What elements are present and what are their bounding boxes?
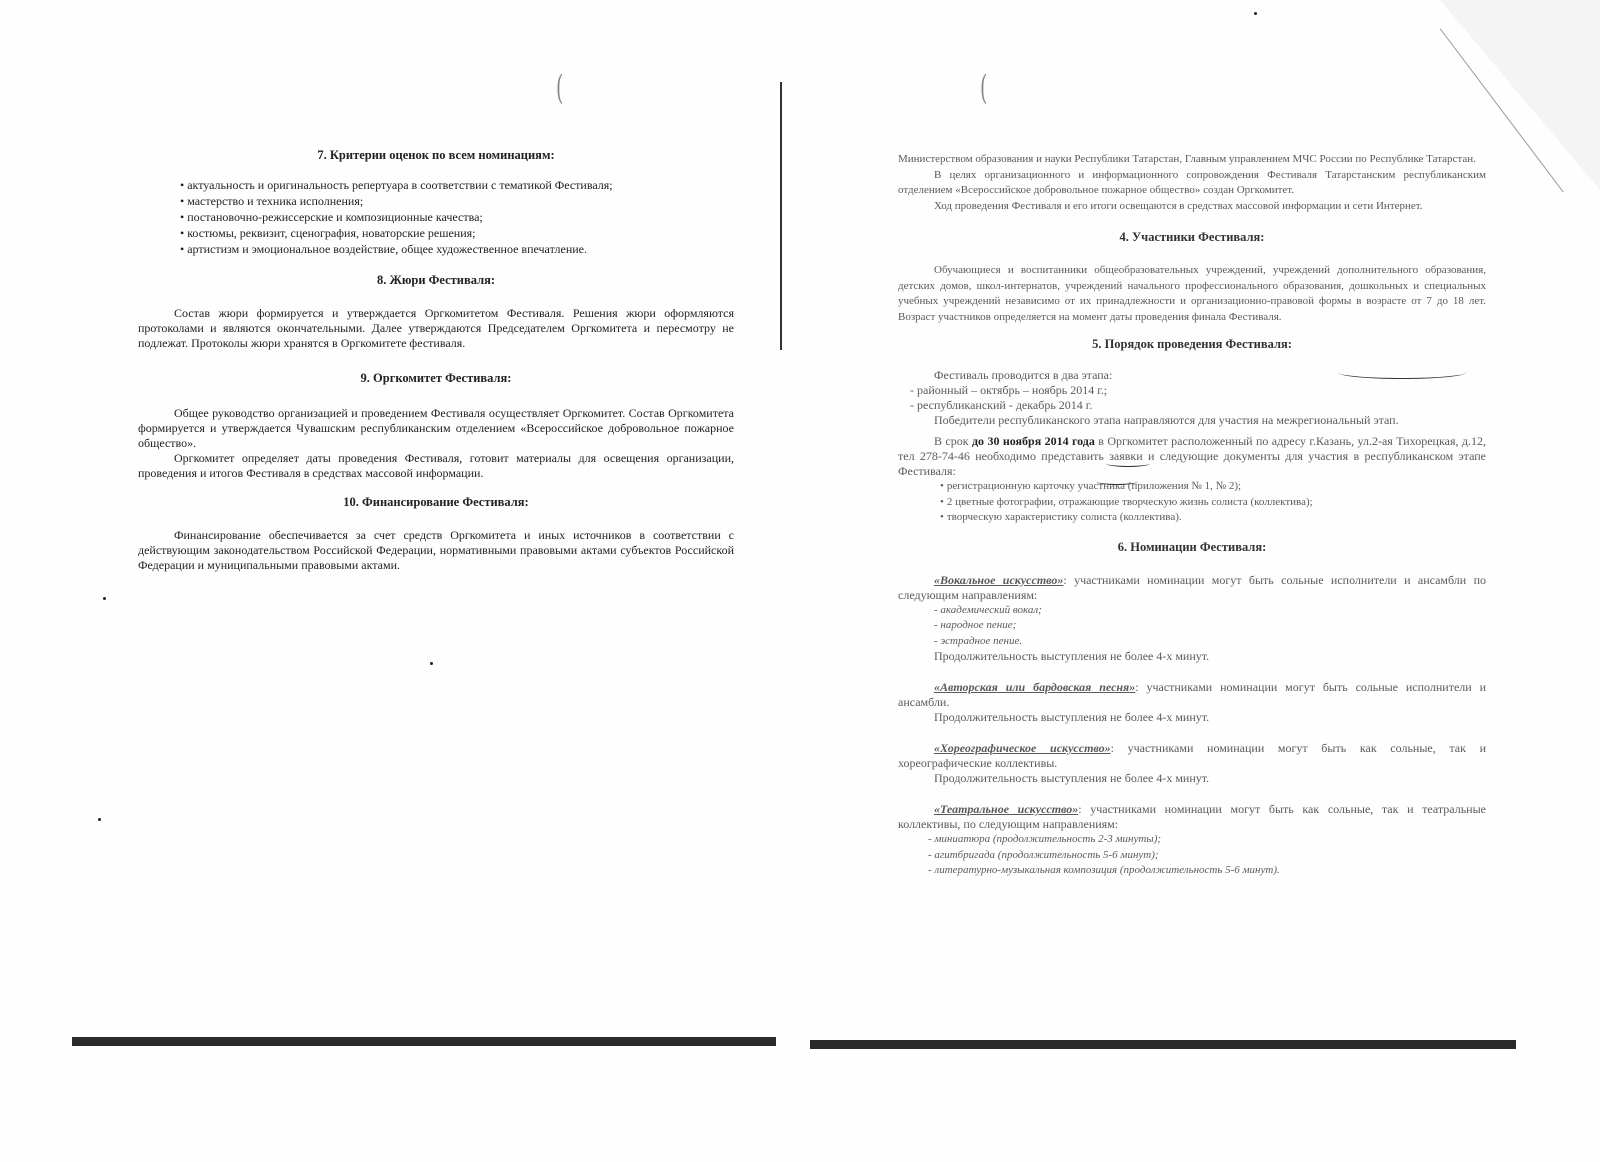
section-7-heading: 7. Критерии оценок по всем номинациям:	[317, 148, 555, 162]
list-item: • актуальность и оригинальность репертуара в соответствии с тематикой Фестиваля;	[180, 177, 734, 193]
speck	[103, 597, 106, 600]
list-item: • регистрационную карточку участника (приложения № 1, № 2);	[940, 479, 1486, 495]
bracket-mark-right: (	[979, 68, 988, 108]
handwritten-underline	[1338, 366, 1466, 379]
section-5-heading: 5. Порядок проведения Фестиваля:	[1092, 337, 1292, 351]
deadline-prefix: В срок	[934, 434, 972, 448]
left-page	[138, 148, 734, 573]
section-8-text: Состав жюри формируется и утверждается Оргкомитетом Фестиваля. Решения жюри оформляются протоколами и являются окончательными. Далее утверждаются Председателем Оргкомитета и пересмотру не подлежат. Протоколы жюри хранятся в Оргкомитете фестиваля.	[138, 306, 734, 350]
deadline-suffix: в Оргкомитет расположенный по адресу г.Казань, ул.2-ая Тихорецкая, д.12, тел 278-74-46 необходимо представить заявки и следующие документы для участия в республиканском этапе Фестиваля:	[898, 434, 1486, 478]
section-9-heading: 9. Оргкомитет Фестиваля:	[360, 371, 512, 385]
section-9-text-2: Оргкомитет определяет даты проведения Фестиваля, готовит материалы для освещения организации, проведения и итогов Фестиваля в средствах массовой информации.	[138, 451, 734, 480]
page-bottom-rule-right	[810, 1040, 1516, 1049]
winners-text: Победители республиканского этапа направляются для участия на межрегиональный этап.	[934, 413, 1399, 427]
intro-paragraph-3: Ход проведения Фестиваля и его итоги освещаются в средствах массовой информации и сети Интернет.	[934, 199, 1423, 212]
list-item: • костюмы, реквизит, сценография, новаторские решения;	[180, 225, 734, 241]
nomination-description: : участниками номинации могут быть как сольные, так и хореографические коллективы.	[898, 741, 1486, 770]
section-6-heading: 6. Номинации Фестиваля:	[1117, 539, 1267, 554]
section-5-body	[898, 368, 1486, 526]
intro-paragraph-2: В целях организационного и информационного сопровождения Фестиваля Татарстанским республиканским отделением «Всероссийское добровольное пожарное общество» создан Оргкомитет.	[898, 168, 1486, 196]
stage-district: - районный – октябрь – ноябрь 2014 г.;	[910, 383, 1108, 397]
nomination-choreo-text	[898, 741, 1486, 771]
nomination-description: : участниками номинации могут быть сольные исполнители и ансамбли.	[898, 680, 1486, 709]
page-bottom-rule-left	[72, 1037, 776, 1046]
nomination-description: : участниками номинации могут быть сольные исполнители и ансамбли по следующим направлениям:	[898, 572, 1486, 602]
theatre-directions	[898, 832, 1486, 879]
stage-republican: - республиканский - декабрь 2014 г.	[910, 398, 1093, 412]
handwritten-underline	[1096, 478, 1138, 485]
nomination-choreography	[898, 741, 1486, 786]
nomination-title: «Авторская или бардовская песня»	[934, 680, 1136, 694]
list-item: - агитбригада (продолжительность 5-6 минут);	[928, 848, 1159, 861]
nomination-author-song	[898, 680, 1486, 725]
nomination-author-text	[898, 680, 1486, 710]
deadline-date: до 30 ноября 2014 года	[971, 434, 1095, 448]
nomination-theatre-text	[898, 802, 1486, 832]
speck	[430, 662, 433, 665]
section-10-text: Финансирование обеспечивается за счет средств Оргкомитета и иных источников в соответствии с действующим законодательством Российской Федерации, нормативными правовыми актами субъектов Российской Федерации и муниципальными правовыми актами.	[138, 528, 734, 572]
list-item: - эстрадное пение.	[934, 634, 1023, 647]
vocal-directions	[898, 603, 1486, 650]
section-4-heading: 4. Участники Фестиваля:	[1119, 230, 1265, 244]
list-item: - литературно-музыкальная композиция (продолжительность 5-6 минут).	[928, 864, 1280, 876]
section-9-text-1: Общее руководство организацией и проведением Фестиваля осуществляет Оргкомитет. Состав Оргкомитета формируется и утверждается Чувашским республиканским отделением «Всероссийское добровольное пожарное общество».	[138, 406, 734, 450]
handwritten-underline	[1106, 460, 1150, 467]
nomination-description: : участниками номинации могут быть как сольные, так и театральные коллективы, по следующим направлениям:	[898, 802, 1486, 831]
deadline-text	[898, 434, 1486, 479]
intro-continuation: Министерством образования и науки Республики Татарстан, Главным управлением МЧС России по Республике Татарстан.	[898, 153, 1476, 165]
nomination-title: «Театральное искусство»	[934, 802, 1079, 816]
list-item: • творческую характеристику солиста (коллектива).	[940, 510, 1486, 526]
list-item: • артистизм и эмоциональное воздействие, общее художественное впечатление.	[180, 241, 734, 257]
documents-list	[898, 479, 1486, 526]
duration-note: Продолжительность выступления не более 4-х минут.	[934, 771, 1210, 785]
duration-note: Продолжительность выступления не более 4-х минут.	[934, 710, 1210, 724]
right-page	[898, 152, 1486, 879]
list-item: • постановочно-режиссерские и композиционные качества;	[180, 209, 734, 225]
list-item: - народное пение;	[934, 619, 1017, 631]
duration-note: Продолжительность выступления не более 4-х минут.	[934, 649, 1210, 663]
section-4-text: Обучающиеся и воспитанники общеобразовательных учреждений, учреждений дополнительного образования, детских домов, школ-интернатов, учреждений начального профессионального образования, дошкольных и специальных учебных учреждений независимо от их принадлежности и организационно-правовой формы в возрасте от 7 до 18 лет. Возраст участников определяется на момент даты проведения финала Фестиваля.	[898, 264, 1486, 323]
nomination-title: «Вокальное искусство»	[934, 572, 1064, 587]
section-10-heading: 10. Финансирование Фестиваля:	[343, 495, 529, 509]
stages-intro: Фестиваль проводится в два этапа:	[934, 368, 1113, 382]
speck	[1254, 12, 1257, 15]
criteria-list	[138, 177, 734, 257]
nomination-theatre	[898, 802, 1486, 879]
list-item: • 2 цветные фотографии, отражающие творческую жизнь солиста (коллектива);	[940, 495, 1486, 511]
nomination-vocal-text	[898, 573, 1486, 603]
list-item: - миниатюра (продолжительность 2-3 минуты);	[928, 833, 1162, 845]
speck	[98, 818, 101, 821]
list-item: - академический вокал;	[934, 603, 1042, 616]
nomination-title: «Хореографическое искусство»	[934, 741, 1111, 755]
bracket-mark-left: (	[555, 68, 564, 108]
section-8-heading: 8. Жюри Фестиваля:	[376, 273, 496, 287]
list-item: • мастерство и техника исполнения;	[180, 193, 734, 209]
nomination-vocal	[898, 573, 1486, 665]
page-divider-line	[780, 82, 782, 350]
